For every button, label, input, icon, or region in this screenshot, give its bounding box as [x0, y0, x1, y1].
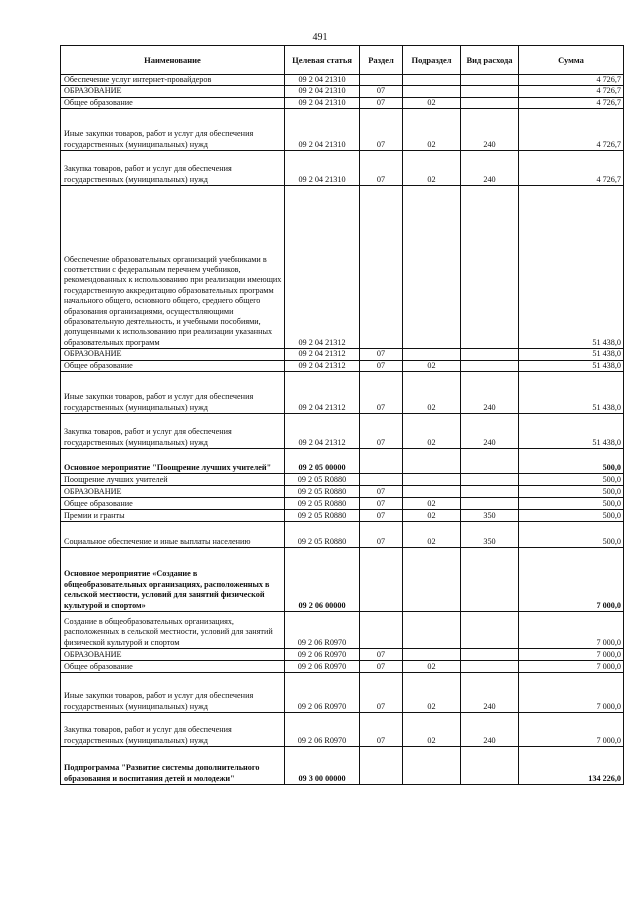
cell-target: 09 2 06 R0970	[285, 713, 360, 747]
cell-section: 07	[360, 360, 403, 371]
cell-expense-type	[461, 486, 519, 498]
cell-section: 07	[360, 151, 403, 186]
table-row	[61, 747, 624, 785]
cell-expense-type	[461, 86, 519, 97]
cell-name: Иные закупки товаров, работ и услуг для обеспечения государственных (муниципальных) нужд	[61, 372, 285, 414]
cell-subsection: 02	[403, 109, 461, 151]
cell-subsection: 02	[403, 673, 461, 713]
cell-target: 09 2 06 R0970	[285, 661, 360, 673]
cell-target: 09 2 06 00000	[285, 548, 360, 612]
cell-name: Общее образование	[61, 97, 285, 108]
cell-section: 07	[360, 372, 403, 414]
table-row	[61, 360, 624, 371]
cell-target: 09 2 04 21310	[285, 86, 360, 97]
cell-name: Социальное обеспечение и иные выплаты населению	[61, 522, 285, 548]
cell-expense-type: 350	[461, 522, 519, 548]
cell-sum: 500,0	[519, 498, 624, 510]
cell-subsection: 02	[403, 661, 461, 673]
cell-section	[360, 474, 403, 486]
cell-expense-type: 240	[461, 151, 519, 186]
cell-name: Общее образование	[61, 498, 285, 510]
cell-target: 09 2 06 R0970	[285, 649, 360, 661]
header-sum: Сумма	[519, 46, 624, 75]
cell-target: 09 2 04 21310	[285, 75, 360, 86]
cell-sum: 7 000,0	[519, 661, 624, 673]
cell-name: ОБРАЗОВАНИЕ	[61, 86, 285, 97]
cell-name: Закупка товаров, работ и услуг для обеспечения государственных (муниципальных) нужд	[61, 713, 285, 747]
cell-subsection: 02	[403, 713, 461, 747]
table-row	[61, 372, 624, 414]
cell-sum: 500,0	[519, 474, 624, 486]
cell-subsection	[403, 548, 461, 612]
cell-subsection	[403, 449, 461, 474]
cell-expense-type	[461, 186, 519, 349]
cell-target: 09 2 05 R0880	[285, 498, 360, 510]
cell-section: 07	[360, 498, 403, 510]
budget-table	[60, 45, 624, 785]
cell-expense-type	[461, 349, 519, 360]
cell-name: ОБРАЗОВАНИЕ	[61, 349, 285, 360]
table-row	[61, 649, 624, 661]
cell-subsection	[403, 474, 461, 486]
cell-expense-type	[461, 360, 519, 371]
cell-section: 07	[360, 649, 403, 661]
cell-name: Обеспечение услуг интернет-провайдеров	[61, 75, 285, 86]
cell-section: 07	[360, 510, 403, 522]
cell-section: 07	[360, 349, 403, 360]
cell-subsection	[403, 486, 461, 498]
cell-subsection: 02	[403, 510, 461, 522]
cell-expense-type	[461, 649, 519, 661]
cell-subsection: 02	[403, 97, 461, 108]
cell-target: 09 2 05 R0880	[285, 510, 360, 522]
cell-section	[360, 612, 403, 649]
cell-name: Обеспечение образовательных организаций учебниками в соответствии с федеральным перечнем учебников, рекомендованных к использованию при реализации имеющих государственную аккредитацию образовательных программ начального общего, основного общего, среднего общего образования организациями, осуществляющими образовательную деятельность, и учебными пособиями, допущенными к использованию при реализации указанных образовательных программ	[61, 186, 285, 349]
cell-sum: 7 000,0	[519, 548, 624, 612]
cell-section	[360, 747, 403, 785]
header-name: Наименование	[61, 46, 285, 75]
cell-target: 09 2 04 21312	[285, 360, 360, 371]
cell-subsection	[403, 75, 461, 86]
cell-name: Общее образование	[61, 360, 285, 371]
cell-expense-type: 240	[461, 109, 519, 151]
cell-target: 09 2 05 00000	[285, 449, 360, 474]
cell-sum: 4 726,7	[519, 86, 624, 97]
cell-expense-type	[461, 97, 519, 108]
cell-sum: 4 726,7	[519, 109, 624, 151]
cell-sum: 7 000,0	[519, 612, 624, 649]
cell-expense-type	[461, 474, 519, 486]
cell-section: 07	[360, 414, 403, 449]
cell-section	[360, 186, 403, 349]
cell-sum: 51 438,0	[519, 349, 624, 360]
table-row	[61, 522, 624, 548]
cell-sum: 4 726,7	[519, 75, 624, 86]
cell-target: 09 2 05 R0880	[285, 474, 360, 486]
cell-subsection	[403, 649, 461, 661]
cell-target: 09 2 04 21312	[285, 186, 360, 349]
cell-name: Закупка товаров, работ и услуг для обеспечения государственных (муниципальных) нужд	[61, 151, 285, 186]
cell-target: 09 2 04 21312	[285, 349, 360, 360]
cell-sum: 4 726,7	[519, 97, 624, 108]
cell-name: Общее образование	[61, 661, 285, 673]
cell-subsection: 02	[403, 372, 461, 414]
cell-sum: 7 000,0	[519, 649, 624, 661]
cell-sum: 51 438,0	[519, 414, 624, 449]
cell-name: Иные закупки товаров, работ и услуг для обеспечения государственных (муниципальных) нужд	[61, 673, 285, 713]
table-row	[61, 498, 624, 510]
cell-sum: 4 726,7	[519, 151, 624, 186]
table-row	[61, 486, 624, 498]
cell-expense-type	[461, 661, 519, 673]
table-row	[61, 349, 624, 360]
cell-section	[360, 449, 403, 474]
cell-target: 09 2 06 R0970	[285, 673, 360, 713]
cell-subsection	[403, 747, 461, 785]
header-section: Раздел	[360, 46, 403, 75]
cell-subsection	[403, 186, 461, 349]
cell-name: ОБРАЗОВАНИЕ	[61, 486, 285, 498]
cell-section: 07	[360, 661, 403, 673]
cell-section: 07	[360, 97, 403, 108]
cell-section: 07	[360, 486, 403, 498]
cell-name: Премии и гранты	[61, 510, 285, 522]
cell-name: Иные закупки товаров, работ и услуг для обеспечения государственных (муниципальных) нужд	[61, 109, 285, 151]
table-row	[61, 86, 624, 97]
cell-name: Подпрограмма "Развитие системы дополнительного образования и воспитания детей и молодежи"	[61, 747, 285, 785]
cell-sum: 51 438,0	[519, 360, 624, 371]
cell-section: 07	[360, 522, 403, 548]
table-row	[61, 75, 624, 86]
cell-subsection: 02	[403, 414, 461, 449]
cell-section	[360, 548, 403, 612]
table-row	[61, 186, 624, 349]
cell-name: Создание в общеобразовательных организациях, расположенных в сельской местности, условий для занятий физической культурой и спортом	[61, 612, 285, 649]
cell-target: 09 2 04 21312	[285, 372, 360, 414]
table-row	[61, 97, 624, 108]
table-row	[61, 151, 624, 186]
cell-section: 07	[360, 713, 403, 747]
cell-expense-type: 240	[461, 673, 519, 713]
cell-section: 07	[360, 673, 403, 713]
table-row	[61, 474, 624, 486]
cell-sum: 7 000,0	[519, 713, 624, 747]
cell-section: 07	[360, 109, 403, 151]
cell-expense-type	[461, 548, 519, 612]
table-row	[61, 548, 624, 612]
cell-sum: 500,0	[519, 510, 624, 522]
cell-name: Поощрение лучших учителей	[61, 474, 285, 486]
cell-target: 09 2 05 R0880	[285, 486, 360, 498]
cell-sum: 51 438,0	[519, 186, 624, 349]
table-row	[61, 449, 624, 474]
cell-subsection: 02	[403, 151, 461, 186]
cell-name: Закупка товаров, работ и услуг для обеспечения государственных (муниципальных) нужд	[61, 414, 285, 449]
cell-subsection	[403, 86, 461, 97]
cell-expense-type	[461, 449, 519, 474]
table-row	[61, 510, 624, 522]
cell-section	[360, 75, 403, 86]
cell-expense-type: 240	[461, 372, 519, 414]
table-row	[61, 661, 624, 673]
cell-sum: 7 000,0	[519, 673, 624, 713]
cell-subsection	[403, 612, 461, 649]
cell-subsection: 02	[403, 360, 461, 371]
cell-target: 09 2 04 21310	[285, 151, 360, 186]
cell-target: 09 2 04 21310	[285, 97, 360, 108]
cell-target: 09 2 05 R0880	[285, 522, 360, 548]
cell-expense-type: 240	[461, 713, 519, 747]
cell-name: Основное мероприятие "Поощрение лучших учителей"	[61, 449, 285, 474]
page-number: 491	[312, 32, 328, 43]
cell-subsection: 02	[403, 522, 461, 548]
header-target: Целевая статья	[285, 46, 360, 75]
cell-name: Основное мероприятие «Создание в общеобразовательных организациях, расположенных в сельской местности, условий для занятий физической культурой и спортом»	[61, 548, 285, 612]
cell-subsection	[403, 349, 461, 360]
cell-target: 09 2 04 21310	[285, 109, 360, 151]
cell-expense-type	[461, 747, 519, 785]
cell-name: ОБРАЗОВАНИЕ	[61, 649, 285, 661]
table-row	[61, 414, 624, 449]
cell-expense-type: 350	[461, 510, 519, 522]
cell-expense-type	[461, 75, 519, 86]
cell-sum: 51 438,0	[519, 372, 624, 414]
cell-target: 09 2 06 R0970	[285, 612, 360, 649]
table-row	[61, 713, 624, 747]
cell-sum: 500,0	[519, 486, 624, 498]
cell-expense-type	[461, 498, 519, 510]
cell-target: 09 2 04 21312	[285, 414, 360, 449]
cell-expense-type: 240	[461, 414, 519, 449]
cell-subsection: 02	[403, 498, 461, 510]
table-row	[61, 673, 624, 713]
table-header-row	[61, 46, 624, 75]
cell-sum: 500,0	[519, 522, 624, 548]
cell-section: 07	[360, 86, 403, 97]
table-row	[61, 109, 624, 151]
cell-sum: 500,0	[519, 449, 624, 474]
header-expense-type: Вид расхода	[461, 46, 519, 75]
cell-sum: 134 226,0	[519, 747, 624, 785]
cell-expense-type	[461, 612, 519, 649]
table-row	[61, 612, 624, 649]
header-subsection: Подраздел	[403, 46, 461, 75]
cell-target: 09 3 00 00000	[285, 747, 360, 785]
